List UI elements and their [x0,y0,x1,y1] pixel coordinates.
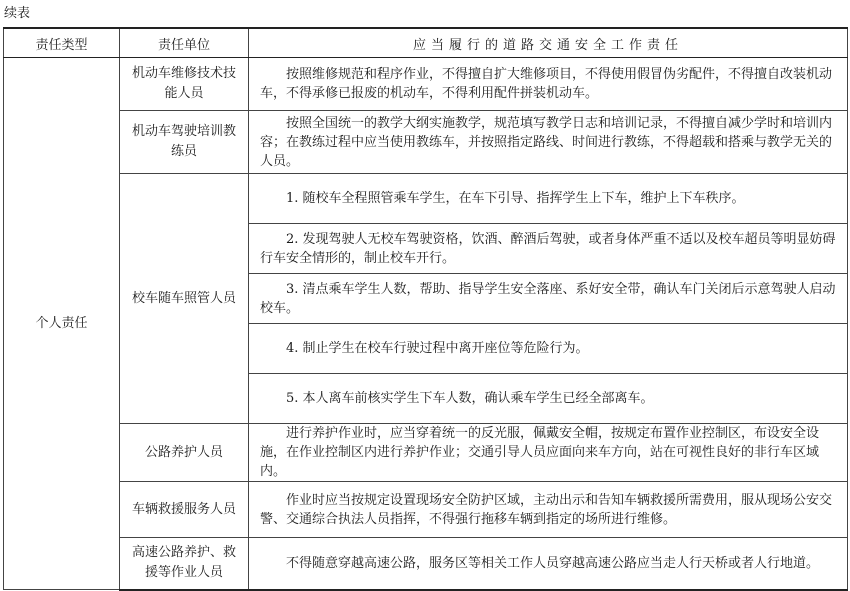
table-header-row [4,28,848,58]
responsibility-type-cell: 个人责任 [4,58,120,590]
table-row [4,482,848,538]
header-duties: 应当履行的道路交通安全工作责任 [249,28,848,58]
header-responsible-unit: 责任单位 [120,28,249,58]
duty-cell: 作业时应当按规定设置现场安全防护区域，主动出示和告知车辆救援所需费用，服从现场公安交警、交通综合执法人员指挥，不得强行拖移车辆到指定的场所进行维修。 [249,482,848,538]
unit-cell: 公路养护人员 [120,424,249,482]
unit-cell: 车辆救援服务人员 [120,482,249,538]
unit-cell: 校车随车照管人员 [120,174,249,424]
unit-cell: 机动车维修技术技能人员 [120,58,249,111]
duty-cell: 4. 制止学生在校车行驶过程中离开座位等危险行为。 [249,324,848,374]
unit-cell: 机动车驾驶培训教练员 [120,111,249,174]
duty-cell: 5. 本人离车前核实学生下车人数，确认乘车学生已经全部离车。 [249,374,848,424]
table-row [4,174,848,224]
duty-cell: 2. 发现驾驶人无校车驾驶资格，饮酒、醉酒后驾驶，或者身体严重不适以及校车超员等明显妨碍行车安全情形的，制止校车开行。 [249,224,848,274]
table-row [4,58,848,111]
duty-cell: 按照全国统一的教学大纲实施教学，规范填写教学日志和培训记录，不得擅自减少学时和培训内容；在教练过程中应当使用教练车，并按照指定路线、时间进行教练，不得超载和搭乘与教学无关的人员。 [249,111,848,174]
duty-cell: 进行养护作业时，应当穿着统一的反光服，佩戴安全帽，按规定布置作业控制区，布设安全设施，在作业控制区内进行养护作业；交通引导人员应面向来车方向，站在可视性良好的非行车区域内。 [249,424,848,482]
duty-cell: 3. 清点乘车学生人数，帮助、指导学生安全落座、系好安全带，确认车门关闭后示意驾驶人启动校车。 [249,274,848,324]
duty-cell: 1. 随校车全程照管乘车学生，在车下引导、指挥学生上下车，维护上下车秩序。 [249,174,848,224]
unit-cell: 高速公路养护、救援等作业人员 [120,538,249,590]
continued-label: 续表 [4,6,31,21]
header-responsibility-type: 责任类型 [4,28,120,58]
responsibility-table [3,27,848,591]
table-row [4,111,848,174]
duty-cell: 不得随意穿越高速公路，服务区等相关工作人员穿越高速公路应当走人行天桥或者人行地道。 [249,538,848,590]
table-row [4,424,848,482]
duty-cell: 按照维修规范和程序作业，不得擅自扩大维修项目，不得使用假冒伪劣配件，不得擅自改装机动车，不得承修已报废的机动车，不得利用配件拼装机动车。 [249,58,848,111]
table-row [4,538,848,590]
